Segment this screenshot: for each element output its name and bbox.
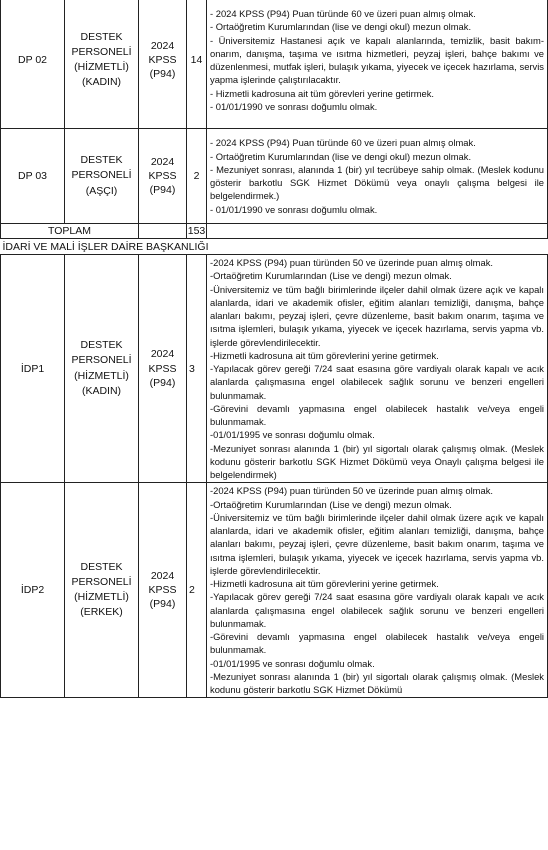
requirement-item: -Ortaöğretim Kurumlarından (Lise ve dengi) mezun olmak. [210, 498, 452, 510]
requirement-item: -Mezuniyet sonrası alanında 1 (bir) yıl sigortalı olarak çalışmış olmak. (Meslek kodunu gösterir barkotlu SGK Hizmet Dökümü [210, 670, 544, 695]
exam-type: 2024 KPSS (P94) [139, 0, 187, 129]
requirements [207, 0, 548, 129]
requirements [207, 129, 548, 224]
exam-type: 2024 KPSS (P94) [139, 129, 187, 224]
requirement-item: -Yapılacak görev gereği 7/24 saat esasına göre vardiyalı olarak kapalı ve acık alanlarda çalışmasına engel olabilecek sağlık sorunu ve benzeri engelleri bulunmamak. [210, 363, 544, 401]
exam-type: 2024 KPSS (P94) [139, 483, 187, 698]
position-code: İDP1 [1, 255, 65, 483]
table-row [1, 129, 548, 224]
requirement-item: -Hizmetli kadrosuna ait tüm görevlerini yerine getirmek. [210, 578, 439, 589]
position-title: DESTEK PERSONELİ (HİZMETLİ) (KADIN) [65, 255, 139, 483]
section-row [1, 239, 548, 255]
requirement-item: -01/01/1995 ve sonrası doğumlu olmak. [210, 657, 375, 669]
requirement-item: -Üniversitemiz ve tüm bağlı birimlerinde ilçeler dahil olmak üzere açık ve kapalı alanlarda, idari ve akademik ofisler, eğitim alanları temizliği, danışma, bahçe alanları bakımı, peyzaj işleri, çevre düzenleme, basit bakım onarım, taşıma ve ısıtma işlemleri, bulaşık yıkama, yiyecek ve içecek hazırlama, servis yapma vb. işlerde görevlendirilecektir. [210, 283, 544, 348]
section-title: İDARİ VE MALİ İŞLER DAİRE BAŞKANLIĞI [1, 239, 548, 255]
table-row [1, 483, 548, 698]
requirement-item: - 2024 KPSS (P94) Puan türünde 60 ve üzeri puan almış olmak. [210, 137, 476, 149]
requirement-item: -Üniversitemiz ve tüm bağlı birimlerinde ilçeler dahil olmak üzere açık ve kapalı alanlarda, idari ve akademik ofisler, eğitim alanları temizliği, danışma, bahçe alanları bakımı, peyzaj işleri, çevre düzenleme, basit bakım onarım, taşıma ve ısıtma işlemleri, bulaşık yıkama, yiyecek ve içecek hazırlama, servis yapma vb. işlerde görevlendirilecektir. [210, 511, 544, 576]
exam-type: 2024 KPSS (P94) [139, 255, 187, 483]
position-count: 14 [187, 0, 207, 129]
position-title: DESTEK PERSONELİ (AŞÇI) [65, 129, 139, 224]
requirements [207, 255, 548, 483]
requirement-item: - Hizmetli kadrosuna ait tüm görevleri yerine getirmek. [210, 87, 435, 99]
position-code: DP 03 [1, 129, 65, 224]
position-count: 2 [187, 129, 207, 224]
requirement-item: -Hizmetli kadrosuna ait tüm görevlerini yerine getirmek. [210, 349, 439, 361]
requirement-item: - Mezuniyet sonrası, alanında 1 (bir) yıl tecrübeye sahip olmak. (Meslek kodunu gösterir barkotlu SGK Hizmet Dökümü veya onaylı çalışma belgesi ile belgelendirmek.) [210, 163, 544, 202]
total-label: TOPLAM [1, 224, 139, 239]
requirement-item: - Ortaöğretim Kurumlarından (lise ve dengi okul) mezun olmak. [210, 21, 472, 33]
requirement-item: - Ortaöğretim Kurumlarından (lise ve dengi okul) mezun olmak. [210, 150, 472, 162]
position-code: İDP2 [1, 483, 65, 698]
total-row [1, 224, 548, 239]
requirement-item: -Mezuniyet sonrası alanında 1 (bir) yıl sigortalı olarak çalışmış olmak. (Meslek kodunu gösterir barkotlu SGK Hizmet Dökümü veya Onaylı çalışma belgesi ile belgelendirmek) [210, 442, 544, 480]
requirement-item: -2024 KPSS (P94) puan türünden 50 ve üzerinde puan almış olmak. [210, 485, 493, 497]
position-code: DP 02 [1, 0, 65, 129]
position-title: DESTEK PERSONELİ (HİZMETLİ) (KADIN) [65, 0, 139, 129]
position-count: 2 [187, 483, 207, 698]
position-count: 3 [187, 255, 207, 483]
requirement-item: - 01/01/1990 ve sonrası doğumlu olmak. [210, 203, 378, 215]
total-value: 153 [187, 225, 206, 237]
requirement-item: -Görevini devamlı yapmasına engel olabilecek hastalık ve/veya engeli bulunmamak. [210, 631, 544, 656]
requirement-item: -Görevini devamlı yapmasına engel olabilecek hastalık ve/veya engeli bulunmamak. [210, 402, 544, 427]
table-row [1, 0, 548, 129]
requirement-item: -01/01/1995 ve sonrası doğumlu olmak. [210, 429, 375, 441]
requirement-item: - 01/01/1990 ve sonrası doğumlu olmak. [210, 100, 378, 112]
requirement-item: - Üniversitemiz Hastanesi açık ve kapalı alanlarında, temizlik, basit bakım-onarım, danışma, taşıma ve ısıtma hizmetleri, peyzaj işleri, bahçe bakımı ve düzenlenmesi, mutfak işleri, bulaşık yıkama, yiyecek ve içecek hazırlama, servis yapma işlerinde çalıştırılacaktır. [210, 34, 544, 86]
requirement-item: -2024 KPSS (P94) puan türünden 50 ve üzerinde puan almış olmak. [210, 257, 493, 268]
requirements [207, 483, 548, 698]
table-row [1, 255, 548, 483]
requirement-item: -Ortaöğretim Kurumlarından (Lise ve dengi) mezun olmak. [210, 270, 452, 282]
requirement-item: -Yapılacak görev gereği 7/24 saat esasına göre vardiyalı olarak kapalı ve acık alanlarda çalışmasına engel olabilecek sağlık sorunu ve benzeri engelleri bulunmamak. [210, 591, 544, 629]
position-title: DESTEK PERSONELİ (HİZMETLİ) (ERKEK) [65, 483, 139, 698]
requirement-item: - 2024 KPSS (P94) Puan türünde 60 ve üzeri puan almış olmak. [210, 8, 476, 19]
